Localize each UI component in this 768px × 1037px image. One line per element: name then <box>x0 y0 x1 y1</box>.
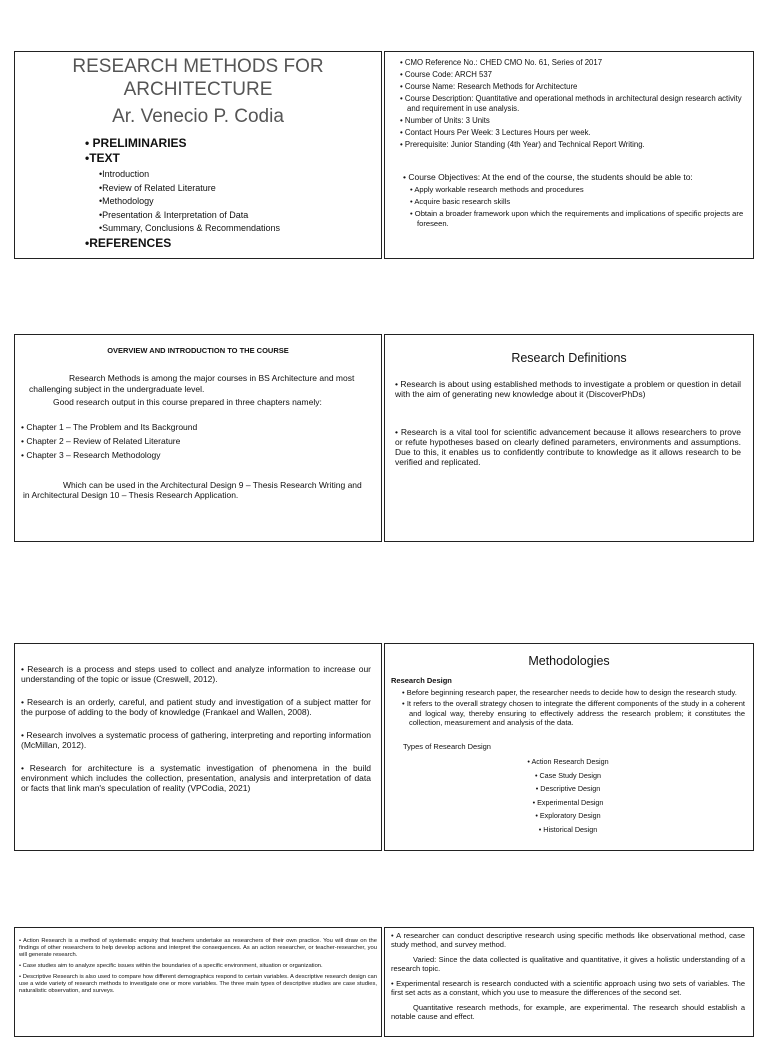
method-paragraph: • A researcher can conduct descriptive research using specific methods like observational method, case study method, and survey method. <box>391 931 745 949</box>
type-item: • Exploratory Design <box>535 811 601 820</box>
text-sublist <box>99 168 381 236</box>
slide-methodologies <box>384 643 754 851</box>
objective-item: • Obtain a broader framework upon which the requirements and implications of specific projects are foreseen. <box>417 209 753 229</box>
objectives-list <box>414 185 753 229</box>
type-item: • Historical Design <box>538 824 598 834</box>
design-bullet: • It refers to the overall strategy chosen to integrate the different components of the study in a coherent and logical way, thereby ensuring to effectively address the research problem; it constitutes the collection, measurement and analysis of the data. <box>409 699 745 728</box>
type-description: • Action Research is a method of systematic enquiry that teachers undertake as researchers of their own practice. You will draw on the findings of other researchers to help develop actions and interpret the consequences. As an action researcher, or teacher-researcher, you will generate research. <box>19 938 377 958</box>
text-item: •Methodology <box>99 196 154 206</box>
type-item: • Descriptive Design <box>535 784 601 793</box>
slide-definitions <box>384 334 754 542</box>
text-item: •Summary, Conclusions & Recommendations <box>99 223 281 233</box>
outline-references: •REFERENCES <box>85 235 172 250</box>
slide-research-types <box>14 927 382 1037</box>
text-item: •Presentation & Interpretation of Data <box>99 209 249 220</box>
chapter-item: • Chapter 2 – Review of Related Literature <box>21 435 181 446</box>
meaning-item: • Research is a process and steps used to collect and analyze information to increase our understanding of the topic or issue (Creswell, 2012). <box>21 664 371 684</box>
text-item: •Introduction <box>99 169 150 179</box>
title-line-1: RESEARCH METHODS FOR <box>72 56 324 77</box>
slide-title <box>14 51 382 259</box>
type-item: • Action Research Design <box>527 757 609 766</box>
meaning-item: • Research is an orderly, careful, and patient study and investigation of a subject matter for the purpose of adding to the body of knowledge (Frankael and Wallen, 2008). <box>21 697 371 717</box>
slide-course-info <box>384 51 754 259</box>
methodologies-heading: Methodologies <box>528 654 610 668</box>
course-info-list <box>385 58 753 150</box>
overview-para-2: Good research output in this course prepared in three chapters namely: <box>53 397 322 407</box>
method-paragraph: Quantitative research methods, for example, are experimental. The research should establish a notable cause and effect. <box>391 1003 745 1021</box>
types-list <box>391 755 745 836</box>
objective-item: • Apply workable research methods and procedures <box>417 185 753 195</box>
definitions-body <box>395 379 741 467</box>
text-item: •Review of Related Literature <box>99 182 216 193</box>
outline <box>85 136 381 166</box>
overview-para-3: Which can be used in the Architectural Design 9 – Thesis Research Writing and in Architectural Design 10 – Thesis Research Application. <box>23 479 362 500</box>
slide-overview <box>14 334 382 542</box>
definition-item: • Research is a vital tool for scientific advancement because it allows researchers to prove or refute hypotheses based on clearly defined parameters, environments and assumptions. Due to this, it enables us to confidently contribute to knowledge as it allows research to be verified and replicated. <box>395 427 741 467</box>
chapter-item: • Chapter 1 – The Problem and Its Background <box>21 421 198 432</box>
objective-item: • Acquire basic research skills <box>417 197 753 207</box>
overview-para-1: Research Methods is among the major courses in BS Architecture and most challenging subject in the undergraduate level. <box>29 373 355 394</box>
meaning-item: • Research for architecture is a systematic investigation of phenomena in the build environment which includes the collection, presentation, analysis and interpretation of data or facts that link man's speculation of reality (VPCodia, 2021) <box>21 763 371 793</box>
title-line-2: ARCHITECTURE <box>123 79 273 100</box>
chapter-item: • Chapter 3 – Research Methodology <box>21 449 161 460</box>
course-info-item: • Course Description: Quantitative and operational methods in architectural design research activity and requirement in use analysis. <box>407 94 753 114</box>
types-label: Types of Research Design <box>403 741 491 751</box>
slide-descriptive-experimental <box>384 927 754 1037</box>
definitions-heading: Research Definitions <box>511 351 627 365</box>
course-title <box>15 55 381 101</box>
outline-text: •TEXT <box>85 151 120 165</box>
author-name: Ar. Venecio P. Codia <box>112 106 284 127</box>
slide-research-meanings <box>14 643 382 851</box>
type-item: • Experimental Design <box>532 797 604 807</box>
course-info-item: • Course Code: ARCH 537 <box>407 70 753 80</box>
type-description: • Case studies aim to analyze specific issues within the boundaries of a specific environment, situation or organization. <box>19 963 323 969</box>
course-info-item: • Number of Units: 3 Units <box>407 116 753 126</box>
method-paragraph: • Experimental research is research conducted with a scientific approach using two sets of variables. The first set acts as a constant, which you use to measure the differences of the second set. <box>391 979 745 997</box>
type-description: • Descriptive Research is also used to compare how different demographics respond to certain variables. A descriptive research design can use a wide variety of research methods to investigate one or more variables. The three main types of descriptive studies are case studies, naturalistic observation, and surveys. <box>19 974 377 994</box>
objectives-intro: • Course Objectives: At the end of the course, the students should be able to: <box>403 172 693 182</box>
research-meanings-list <box>21 664 371 793</box>
meaning-item: • Research involves a systematic process of gathering, interpreting and reporting information (McMillan, 2012). <box>21 730 371 750</box>
design-bullet: • Before beginning research paper, the researcher needs to decide how to design the research study. <box>409 688 745 698</box>
type-item: • Case Study Design <box>534 770 602 780</box>
overview-heading: OVERVIEW AND INTRODUCTION TO THE COURSE <box>107 346 289 355</box>
method-paragraph: Varied: Since the data collected is qualitative and quantitative, it gives a holistic understanding of a research topic. <box>391 955 745 973</box>
course-info-item: • Prerequisite: Junior Standing (4th Year) and Technical Report Writing. <box>407 140 753 150</box>
definition-item: • Research is about using established methods to investigate a problem or question in detail with the aim of generating new knowledge about it (DiscoverPhDs) <box>395 379 741 399</box>
methodologies-body <box>391 676 745 836</box>
course-info-item: • CMO Reference No.: CHED CMO No. 61, Series of 2017 <box>407 58 753 68</box>
chapter-list <box>15 420 381 462</box>
research-design-label: Research Design <box>391 676 452 685</box>
descriptive-experimental-body <box>391 931 745 1021</box>
outline-preliminaries: • PRELIMINARIES <box>85 136 187 150</box>
course-info-item: • Contact Hours Per Week: 3 Lectures Hours per week. <box>407 128 753 138</box>
research-types-body <box>19 938 377 995</box>
course-info-item: • Course Name: Research Methods for Architecture <box>407 82 753 92</box>
